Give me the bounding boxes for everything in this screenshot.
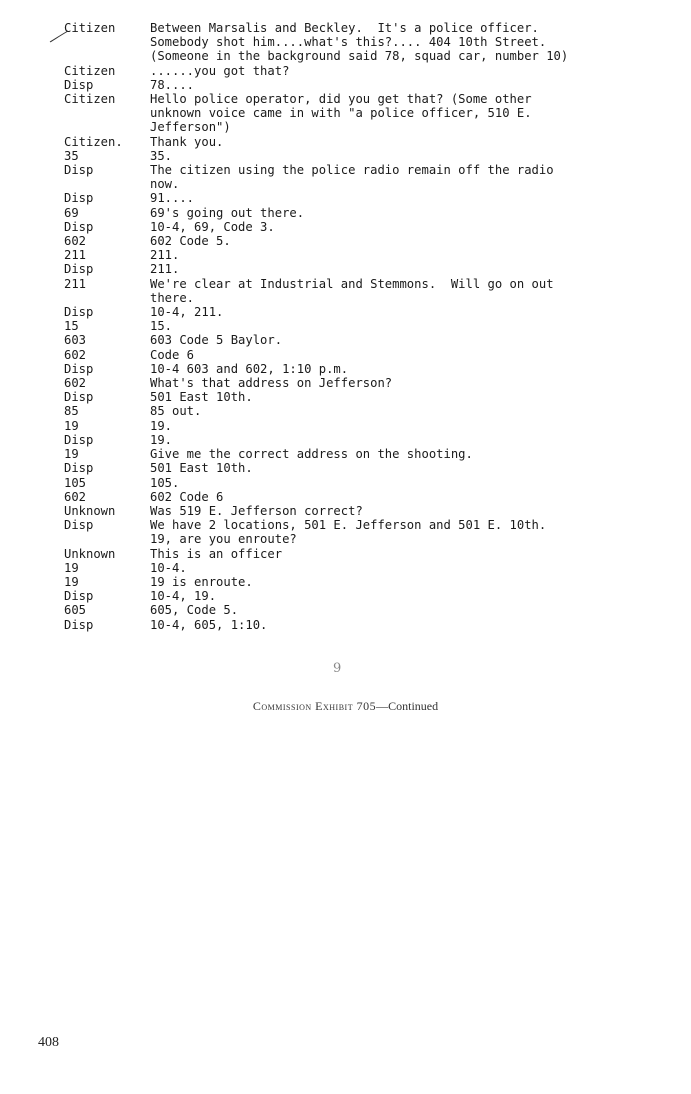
transcript-entry [64, 547, 644, 561]
speech-text: Was 519 E. Jefferson correct? [150, 503, 363, 518]
speaker-label: 105 [64, 475, 87, 490]
speaker-label: 15 [64, 319, 79, 334]
speaker-label: Disp [64, 432, 94, 447]
speaker-label: Disp [64, 219, 94, 234]
transcript-entry [64, 390, 644, 404]
speaker-label: Disp [64, 191, 94, 206]
transcript-entry [64, 376, 644, 390]
speech-text: 15. [150, 319, 173, 334]
speech-text: 19 is enroute. [150, 574, 253, 589]
transcript-entry [64, 262, 644, 276]
speech-text: 19. [150, 432, 173, 447]
transcript-entry [64, 333, 644, 347]
speech-text: 10-4, 19. [150, 589, 217, 604]
radio-transcript [64, 21, 644, 632]
transcript-entry [64, 149, 644, 163]
speech-text: Hello police operator, did you get that? (Some other unknown voice came in with "a police officer, 510 E. Jefferson") [150, 92, 532, 135]
speech-text: The citizen using the police radio remain off the radio now. [150, 163, 554, 192]
speaker-label: 602 [64, 234, 87, 249]
transcript-entry [64, 575, 644, 589]
speech-text: This is an officer [150, 546, 283, 561]
transcript-entry [64, 277, 644, 305]
speech-text: Give me the correct address on the shooting. [150, 447, 473, 462]
speaker-label: Disp [64, 361, 94, 376]
transcript-entry [64, 64, 644, 78]
speaker-label: Disp [64, 262, 94, 277]
speech-text: 602 Code 5. [150, 234, 231, 249]
transcript-entry [64, 362, 644, 376]
transcript-entry [64, 248, 644, 262]
speech-text: 501 East 10th. [150, 461, 253, 476]
transcript-entry [64, 518, 644, 546]
transcript-entry [64, 490, 644, 504]
exhibit-caption [0, 699, 691, 714]
transcript-entry [64, 419, 644, 433]
transcript-entry [64, 433, 644, 447]
speaker-label: Disp [64, 461, 94, 476]
speaker-label: Unknown [64, 546, 116, 561]
speaker-label: Disp [64, 617, 94, 632]
speech-text: 69's going out there. [150, 205, 305, 220]
transcript-entry [64, 206, 644, 220]
speaker-label: Citizen. [64, 134, 123, 149]
speech-text: Code 6 [150, 347, 195, 362]
speech-text: 10-4, 69, Code 3. [150, 219, 275, 234]
page-number: 408 [38, 1035, 59, 1050]
speaker-label: Disp [64, 305, 94, 320]
speaker-label: 602 [64, 347, 87, 362]
speech-text: We have 2 locations, 501 E. Jefferson and 501 E. 10th. 19, are you enroute? [150, 518, 547, 547]
transcript-entry [64, 220, 644, 234]
transcript-entry [64, 319, 644, 333]
speaker-label: 602 [64, 489, 87, 504]
speech-text: We're clear at Industrial and Stemmons. Will go on out there. [150, 276, 554, 305]
speaker-label: 35 [64, 148, 79, 163]
transcript-entry [64, 476, 644, 490]
speech-text: Between Marsalis and Beckley. It's a police officer. Somebody shot him....what's this?.... 404 10th Street. (Someone in the background said 78, squad car, number 10) [150, 21, 569, 64]
speaker-label: Disp [64, 589, 94, 604]
transcript-entry [64, 92, 644, 135]
transcript-entry [64, 135, 644, 149]
speech-text: 602 Code 6 [150, 489, 224, 504]
speaker-label: 19 [64, 418, 79, 433]
exhibit-label: Commission Exhibit 705 [252, 699, 377, 713]
transcript-entry [64, 21, 644, 64]
speaker-label: Disp [64, 163, 94, 178]
speech-text: 211. [150, 262, 180, 277]
speaker-label: Citizen [64, 92, 116, 107]
speech-text: 501 East 10th. [150, 390, 253, 405]
speech-text: What's that address on Jefferson? [150, 376, 393, 391]
transcript-entry [64, 589, 644, 603]
transcript-entry [64, 603, 644, 617]
handwritten-page-mark: 9 [333, 661, 342, 676]
speaker-label: Disp [64, 77, 94, 92]
transcript-entry [64, 234, 644, 248]
transcript-entry [64, 561, 644, 575]
transcript-entry [64, 348, 644, 362]
speech-text: 19. [150, 418, 173, 433]
speech-text: 91.... [150, 191, 195, 206]
speaker-label: 85 [64, 404, 79, 419]
transcript-entry [64, 461, 644, 475]
speaker-label: 19 [64, 560, 79, 575]
transcript-entry [64, 404, 644, 418]
speech-text: 10-4, 605, 1:10. [150, 617, 268, 632]
speaker-label: Citizen [64, 21, 116, 35]
speaker-label: 603 [64, 333, 87, 348]
speech-text: 10-4 603 and 602, 1:10 p.m. [150, 361, 349, 376]
speaker-label: Unknown [64, 503, 116, 518]
transcript-entry [64, 618, 644, 632]
speech-text: 10-4, 211. [150, 305, 224, 320]
speech-text: 10-4. [150, 560, 187, 575]
speech-text: 78.... [150, 77, 195, 92]
speaker-label: 69 [64, 205, 79, 220]
speaker-label: Citizen [64, 63, 116, 78]
speaker-label: 602 [64, 376, 87, 391]
speech-text: 605, Code 5. [150, 603, 239, 618]
speaker-label: 211 [64, 248, 87, 263]
speaker-label: Disp [64, 390, 94, 405]
speaker-label: 19 [64, 447, 79, 462]
transcript-entry [64, 305, 644, 319]
speech-text: 35. [150, 148, 173, 163]
transcript-entry [64, 447, 644, 461]
speech-text: 105. [150, 475, 180, 490]
transcript-entry [64, 78, 644, 92]
speaker-label: 605 [64, 603, 87, 618]
speech-text: 85 out. [150, 404, 202, 419]
speaker-label: 211 [64, 276, 87, 291]
speech-text: 211. [150, 248, 180, 263]
transcript-entry [64, 191, 644, 205]
transcript-entry [64, 504, 644, 518]
speech-text: Thank you. [150, 134, 224, 149]
exhibit-suffix: —Continued [376, 699, 439, 713]
transcript-entry [64, 163, 644, 191]
speech-text: 603 Code 5 Baylor. [150, 333, 283, 348]
speaker-label: 19 [64, 574, 79, 589]
speech-text: ......you got that? [150, 63, 290, 78]
speaker-label: Disp [64, 518, 94, 533]
